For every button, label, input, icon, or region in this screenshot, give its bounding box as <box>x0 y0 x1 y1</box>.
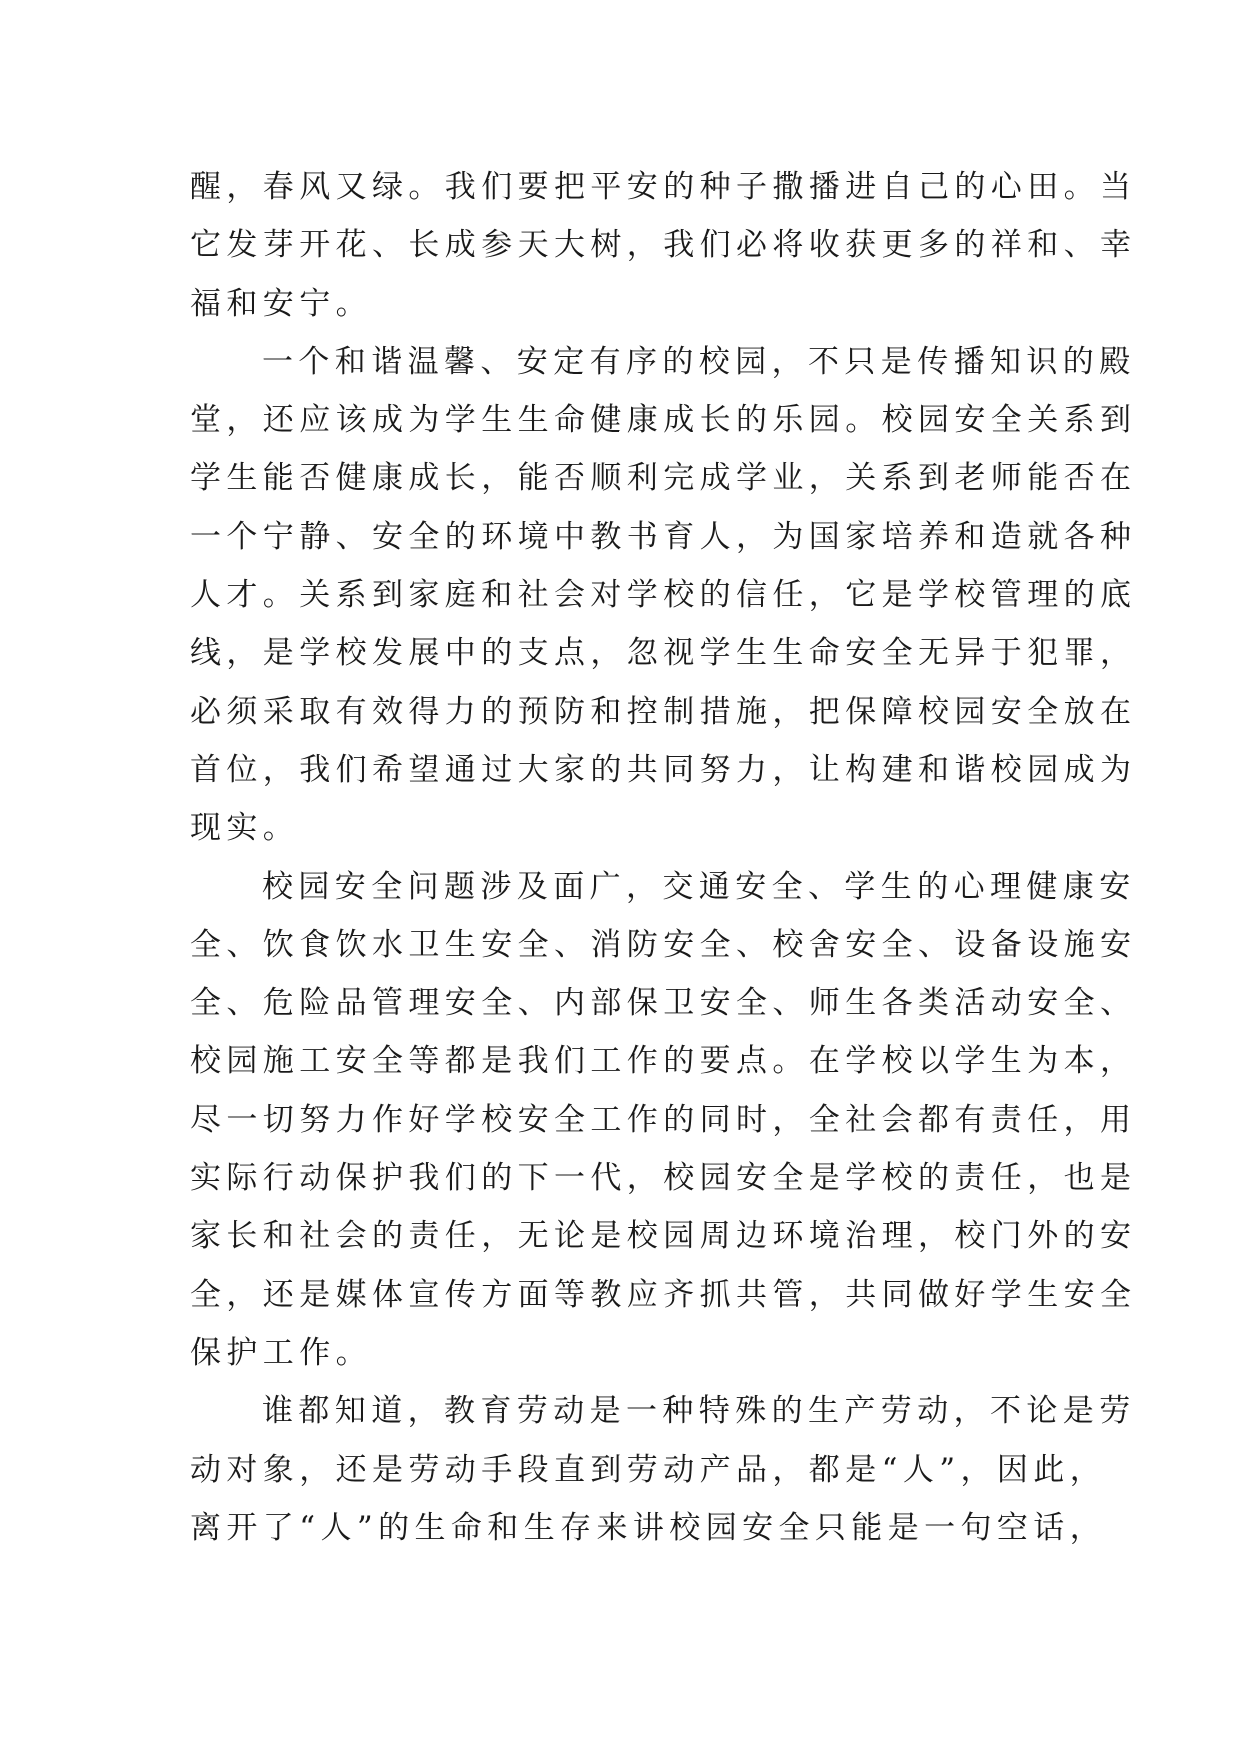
text-line: 一个宁静、安全的环境中教书育人，为国家培养和造就各种 <box>190 518 1137 555</box>
paragraph-start-line: 校园安全问题涉及面广，交通安全、学生的心理健康安 <box>262 868 1136 905</box>
text-line: 动对象，还是劳动手段直到劳动产品，都是“人”，因此， <box>190 1451 1107 1488</box>
text-line: 首位，我们希望通过大家的共同努力，让构建和谐校园成为 <box>190 751 1137 788</box>
text-line: 现实。 <box>190 810 300 847</box>
text-line: 人才。关系到家庭和社会对学校的信任，它是学校管理的底 <box>190 577 1137 614</box>
text-line: 全、饮食饮水卫生安全、消防安全、校舍安全、设备设施安 <box>190 926 1137 963</box>
text-line: 离开了“人”的生命和生存来讲校园安全只能是一句空话， <box>190 1509 1107 1546</box>
text-line: 它发芽开花、长成参天大树，我们必将收获更多的祥和、幸 <box>190 227 1137 264</box>
text-line: 实际行动保护我们的下一代，校园安全是学校的责任，也是 <box>190 1160 1137 1197</box>
paragraph-start-line: 一个和谐温馨、安定有序的校园，不只是传播知识的殿 <box>262 343 1136 380</box>
text-line: 全、危险品管理安全、内部保卫安全、师生各类活动安全、 <box>190 985 1137 1022</box>
text-line: 尽一切努力作好学校安全工作的同时，全社会都有责任，用 <box>190 1101 1137 1138</box>
text-line: 校园施工安全等都是我们工作的要点。在学校以学生为本， <box>190 1043 1137 1080</box>
text-line: 全，还是媒体宣传方面等教应齐抓共管，共同做好学生安全 <box>190 1276 1137 1313</box>
text-line: 家长和社会的责任，无论是校园周边环境治理，校门外的安 <box>190 1218 1137 1255</box>
text-line: 必须采取有效得力的预防和控制措施，把保障校园安全放在 <box>190 693 1137 730</box>
text-line: 线，是学校发展中的支点，忽视学生生命安全无异于犯罪， <box>190 635 1137 672</box>
text-line: 醒，春风又绿。我们要把平安的种子撒播进自己的心田。当 <box>190 169 1137 205</box>
body-text <box>190 158 1137 1557</box>
text-line: 堂，还应该成为学生生命健康成长的乐园。校园安全关系到 <box>190 402 1137 439</box>
paragraph-start-line: 谁都知道，教育劳动是一种特殊的生产劳动，不论是劳 <box>262 1393 1136 1430</box>
text-line: 学生能否健康成长，能否顺利完成学业，关系到老师能否在 <box>190 460 1137 497</box>
text-line: 保护工作。 <box>190 1334 372 1371</box>
text-line: 福和安宁。 <box>190 285 372 322</box>
